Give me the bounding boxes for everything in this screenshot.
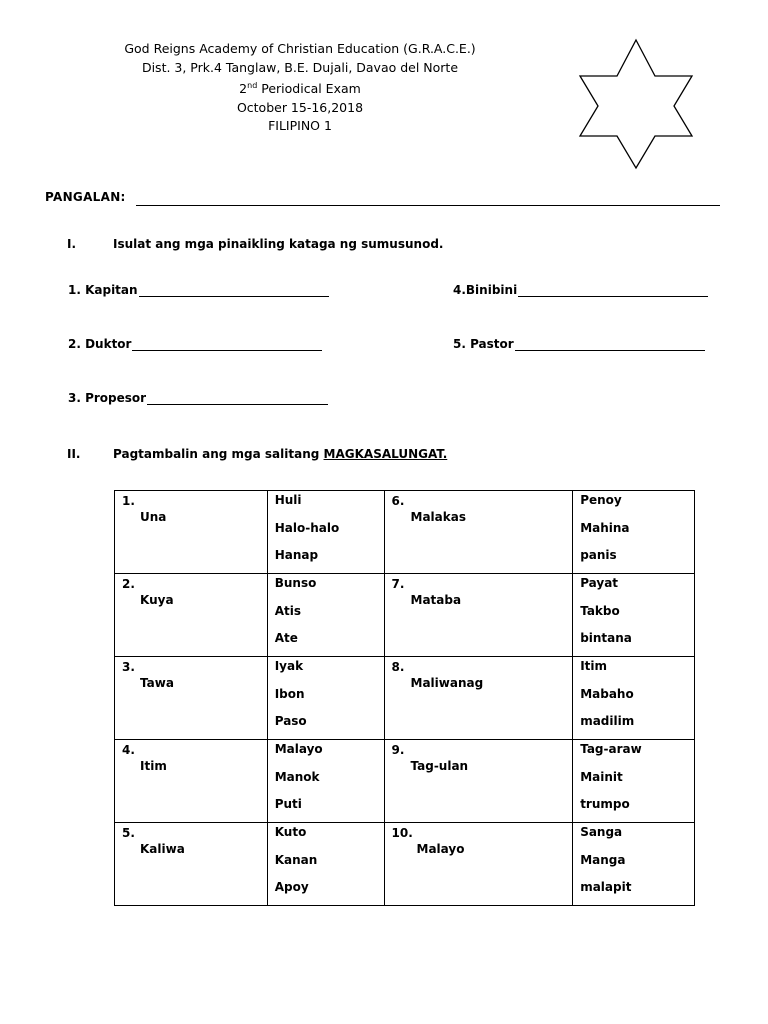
section-1-roman: I.	[67, 237, 77, 251]
choices-cell	[267, 823, 384, 906]
question-cell	[115, 740, 268, 823]
choice-option[interactable]: Kuto	[274, 825, 307, 839]
exam-subject: FILIPINO 1	[268, 118, 332, 134]
abbrev-label: 2. Duktor	[68, 337, 132, 351]
question-word: Malakas	[410, 510, 466, 524]
question-cell	[115, 574, 268, 657]
abbrev-label: 3. Propesor	[68, 391, 147, 405]
choices-cell	[573, 740, 695, 823]
exam-ordinal-suffix: nd	[247, 81, 258, 90]
question-word: Mataba	[410, 593, 462, 607]
section-2-instruction-text: Pagtambalin ang mga salitang	[113, 447, 324, 461]
table-row	[115, 574, 695, 657]
choice-option[interactable]: Iyak	[274, 659, 304, 673]
abbrev-item-4	[453, 283, 708, 297]
choice-option[interactable]: Atis	[274, 603, 301, 618]
choice-option[interactable]: malapit	[580, 880, 632, 894]
question-word: Kaliwa	[140, 842, 185, 856]
question-word: Tawa	[140, 676, 174, 690]
choice-option[interactable]: Huli	[274, 493, 302, 507]
choice-option[interactable]: Hanap	[274, 548, 319, 562]
school-address: Dist. 3, Prk.4 Tanglaw, B.E. Dujali, Davao del Norte	[141, 59, 459, 75]
section-2-instruction	[113, 447, 447, 461]
question-cell	[115, 491, 268, 574]
choice-option[interactable]: Penoy	[580, 493, 622, 507]
exam-title-text: Periodical Exam	[257, 81, 361, 97]
abbrev-item-3	[68, 391, 328, 405]
question-cell	[384, 657, 573, 740]
choice-option[interactable]: Paso	[274, 714, 307, 728]
answer-blank[interactable]	[518, 284, 708, 297]
choice-option[interactable]: Halo-halo	[274, 520, 340, 535]
choice-option[interactable]: panis	[580, 548, 617, 562]
table-row	[115, 491, 695, 574]
abbrev-item-2	[68, 337, 322, 351]
abbrev-item-5	[453, 337, 705, 351]
question-cell	[384, 574, 573, 657]
choices-cell	[573, 657, 695, 740]
abbrev-label: 5. Pastor	[453, 337, 514, 351]
choice-option[interactable]: Payat	[580, 576, 619, 590]
choice-option[interactable]: Mainit	[580, 769, 623, 784]
question-number: 5.	[122, 826, 135, 840]
question-number: 3.	[122, 660, 135, 674]
choices-cell	[573, 491, 695, 574]
question-cell	[384, 740, 573, 823]
choice-option[interactable]: Itim	[580, 659, 608, 673]
question-cell	[384, 823, 573, 906]
star-outline	[580, 40, 692, 168]
question-word: Kuya	[140, 593, 174, 607]
question-cell	[115, 823, 268, 906]
matching-table	[114, 490, 695, 906]
question-number: 7.	[391, 577, 405, 591]
question-word: Una	[140, 510, 167, 524]
choices-cell	[267, 740, 384, 823]
abbrev-label: 4.Binibini	[453, 283, 518, 297]
question-number: 8.	[391, 660, 405, 674]
choice-option[interactable]: Manok	[274, 769, 320, 784]
section-2-emphasis: MAGKASALUNGAT.	[323, 447, 448, 461]
choice-option[interactable]: Malayo	[274, 742, 323, 756]
choice-option[interactable]: madilim	[580, 714, 635, 728]
question-number: 1.	[122, 494, 135, 508]
answer-blank[interactable]	[132, 338, 322, 351]
choice-option[interactable]: Mahina	[580, 520, 630, 535]
choice-option[interactable]: Puti	[274, 797, 302, 811]
choice-option[interactable]: Ibon	[274, 686, 305, 701]
question-number: 2.	[122, 577, 135, 591]
question-cell	[384, 491, 573, 574]
choice-option[interactable]: Takbo	[580, 603, 620, 618]
choice-option[interactable]: Manga	[580, 852, 626, 867]
exam-date: October 15-16,2018	[236, 99, 364, 115]
choice-option[interactable]: bintana	[580, 631, 632, 645]
table-row	[115, 740, 695, 823]
section-2-roman: II.	[67, 447, 81, 461]
answer-blank[interactable]	[515, 338, 705, 351]
question-word: Malayo	[416, 842, 465, 856]
choices-cell	[573, 574, 695, 657]
name-input-line[interactable]	[136, 205, 720, 206]
question-number: 10.	[391, 826, 413, 840]
question-word: Tag-ulan	[410, 759, 469, 773]
choice-option[interactable]: Mabaho	[580, 686, 634, 701]
question-number: 6.	[391, 494, 405, 508]
question-cell	[115, 657, 268, 740]
exam-title	[0, 77, 600, 99]
choice-option[interactable]: Ate	[274, 631, 298, 645]
question-number: 9.	[391, 743, 405, 757]
choice-option[interactable]: Apoy	[274, 880, 309, 894]
choice-option[interactable]: Sanga	[580, 825, 623, 839]
answer-blank[interactable]	[139, 284, 329, 297]
choice-option[interactable]: trumpo	[580, 797, 630, 811]
exam-header	[0, 40, 600, 136]
name-label: PANGALAN:	[45, 190, 126, 204]
abbrev-item-1	[68, 283, 329, 297]
table-row	[115, 657, 695, 740]
school-name: God Reigns Academy of Christian Education (G.R.A.C.E.)	[124, 41, 476, 56]
star-icon	[576, 38, 696, 170]
choice-option[interactable]: Kanan	[274, 852, 318, 867]
choice-option[interactable]: Bunso	[274, 576, 317, 590]
question-word: Itim	[140, 759, 167, 773]
choices-cell	[267, 491, 384, 574]
answer-blank[interactable]	[147, 392, 328, 405]
choices-cell	[573, 823, 695, 906]
table-row	[115, 823, 695, 906]
abbrev-label: 1. Kapitan	[68, 283, 138, 297]
question-number: 4.	[122, 743, 135, 757]
exam-ordinal: 2	[239, 81, 248, 97]
choice-option[interactable]: Tag-araw	[580, 742, 642, 756]
choices-cell	[267, 657, 384, 740]
section-1-instruction: Isulat ang mga pinaikling kataga ng sumusunod.	[113, 237, 444, 251]
choices-cell	[267, 574, 384, 657]
question-word: Maliwanag	[410, 676, 484, 690]
